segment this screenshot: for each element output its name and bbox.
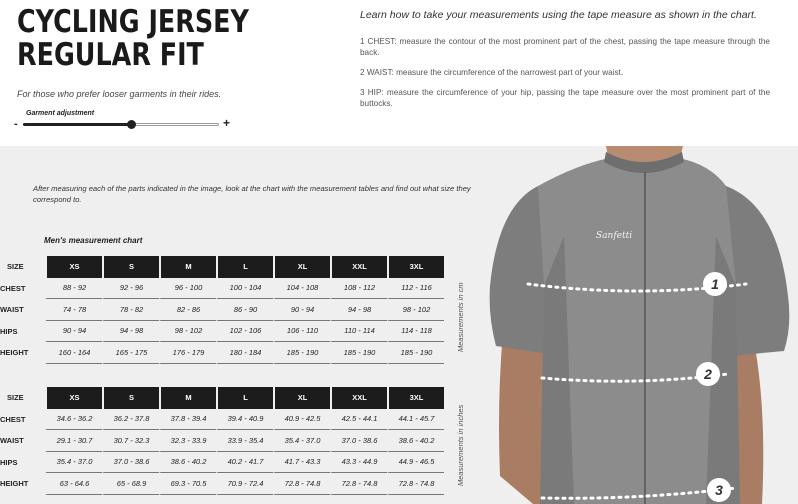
table-row	[0, 321, 444, 343]
table-cell: 37.0 - 38.6	[102, 452, 159, 474]
table-cell: 44.1 - 45.7	[387, 409, 444, 431]
size-column-header: S	[102, 256, 159, 278]
title-line-2: REGULAR FIT	[17, 37, 204, 73]
measurement-label: WAIST	[0, 305, 24, 315]
table-cell: 37.0 - 38.6	[330, 430, 387, 452]
table-cell: 33.9 - 35.4	[216, 430, 273, 452]
table-cell: 88 - 92	[45, 278, 102, 300]
size-column-header: XXL	[330, 256, 387, 278]
table-cell: 35.4 - 37.0	[45, 452, 102, 474]
garment-adjustment-label: Garment adjustment	[26, 110, 95, 117]
minus-icon: -	[14, 118, 18, 130]
table-cell: 176 - 179	[159, 342, 216, 364]
measurement-label: CHEST	[0, 283, 26, 293]
table-row	[0, 278, 444, 300]
table-cell: 63 - 64.6	[45, 473, 102, 495]
table-cell: 30.7 - 32.3	[102, 430, 159, 452]
table-cell: 165 - 175	[102, 342, 159, 364]
table-cell: 35.4 - 37.0	[273, 430, 330, 452]
size-column-header: XXL	[330, 387, 387, 409]
table-row	[0, 430, 444, 452]
table-cell: 32.3 - 33.9	[159, 430, 216, 452]
table-cell: 102 - 106	[216, 321, 273, 343]
size-column-header: M	[159, 256, 216, 278]
size-column-header: 3XL	[387, 256, 444, 278]
table-cell: 185 - 190	[273, 342, 330, 364]
table-cell: 94 - 98	[102, 321, 159, 343]
size-column-header: L	[216, 256, 273, 278]
slider-fill	[23, 123, 131, 126]
measurement-label: CHEST	[0, 414, 26, 424]
table-row	[0, 342, 444, 364]
table-cell: 38.6 - 40.2	[159, 452, 216, 474]
table-cell: 74 - 78	[45, 299, 102, 321]
size-column-header: M	[159, 387, 216, 409]
table-cell: 72.8 - 74.8	[387, 473, 444, 495]
chart-title: Men's measurement chart	[44, 236, 143, 245]
garment-adjustment-slider[interactable]	[14, 117, 236, 131]
measurement-label: HEIGHT	[0, 479, 29, 489]
size-table-cm	[0, 256, 444, 364]
table-cell: 185 - 190	[330, 342, 387, 364]
title-line-1: CYCLING JERSEY	[17, 4, 249, 40]
table-cell: 40.9 - 42.5	[273, 409, 330, 431]
table-cell: 86 - 90	[216, 299, 273, 321]
table-row	[0, 452, 444, 474]
table-cell: 36.2 - 37.8	[102, 409, 159, 431]
table-cell: 160 - 164	[45, 342, 102, 364]
table-cell: 72.8 - 74.8	[330, 473, 387, 495]
table-cell: 29.1 - 30.7	[45, 430, 102, 452]
table-cell: 114 - 118	[387, 321, 444, 343]
table-cell: 43.3 - 44.9	[330, 452, 387, 474]
measurement-label: HIPS	[0, 457, 18, 467]
table-cell: 65 - 68.9	[102, 473, 159, 495]
size-header-label: SIZE	[7, 262, 24, 272]
table-cell: 90 - 94	[45, 321, 102, 343]
table-cell: 106 - 110	[273, 321, 330, 343]
table-cell: 100 - 104	[216, 278, 273, 300]
step-chest: 1 CHEST: measure the contour of the most prominent part of the chest, passing the tape measure through the back.	[360, 37, 770, 57]
table-cell: 110 - 114	[330, 321, 387, 343]
table-cell: 98 - 102	[387, 299, 444, 321]
cm-axis-label: Measurements in cm	[456, 282, 465, 352]
table-cell: 108 - 112	[330, 278, 387, 300]
page-title	[17, 6, 249, 72]
table-cell: 41.7 - 43.3	[273, 452, 330, 474]
table-cell: 96 - 100	[159, 278, 216, 300]
table-row	[0, 409, 444, 431]
table-cell: 34.6 - 36.2	[45, 409, 102, 431]
table-cell: 40.2 - 41.7	[216, 452, 273, 474]
table-cell: 38.6 - 40.2	[387, 430, 444, 452]
svg-text:3: 3	[715, 482, 723, 498]
table-row	[0, 473, 444, 495]
measurement-label: WAIST	[0, 436, 24, 446]
size-column-header: XL	[273, 256, 330, 278]
size-column-header: 3XL	[387, 387, 444, 409]
table-cell: 112 - 116	[387, 278, 444, 300]
table-cell: 104 - 108	[273, 278, 330, 300]
size-column-header: XS	[45, 256, 102, 278]
measurement-intro: Learn how to take your measurements using the tape measure as shown in the chart.	[360, 9, 757, 21]
svg-text:2: 2	[704, 366, 712, 382]
table-cell: 42.5 - 44.1	[330, 409, 387, 431]
table-cell: 90 - 94	[273, 299, 330, 321]
table-cell: 72.8 - 74.8	[273, 473, 330, 495]
table-cell: 92 - 96	[102, 278, 159, 300]
size-header-label: SIZE	[7, 393, 24, 403]
size-table-inches	[0, 387, 444, 495]
inches-axis-label: Measurements in inches	[456, 404, 465, 486]
table-cell: 185 - 190	[387, 342, 444, 364]
table-cell: 78 - 82	[102, 299, 159, 321]
table-cell: 70.9 - 72.4	[216, 473, 273, 495]
brand-logo: Sanfetti	[596, 231, 633, 241]
step-waist: 2 WAIST: measure the circumference of the narrowest part of your waist.	[360, 68, 624, 77]
plus-icon: +	[223, 116, 231, 130]
fit-subtitle: For those who prefer looser garments in their rides.	[17, 89, 222, 99]
table-cell: 98 - 102	[159, 321, 216, 343]
header-section	[0, 0, 798, 146]
table-cell: 82 - 86	[159, 299, 216, 321]
table-cell: 39.4 - 40.9	[216, 409, 273, 431]
table-cell: 69.3 - 70.5	[159, 473, 216, 495]
step-hip: 3 HIP: measure the circumference of your hip, passing the tape measure over the most prominent part of the buttocks.	[360, 88, 770, 108]
slider-thumb[interactable]	[127, 120, 136, 129]
table-cell: 44.9 - 46.5	[387, 452, 444, 474]
jersey-illustration	[478, 146, 798, 504]
svg-text:1: 1	[711, 276, 719, 292]
measurement-steps	[360, 36, 770, 118]
after-measuring-text: After measuring each of the parts indicated in the image, look at the chart with the measurement tables and find out what size they correspond to.	[33, 184, 471, 204]
table-row	[0, 299, 444, 321]
size-column-header: XL	[273, 387, 330, 409]
measurement-label: HEIGHT	[0, 348, 29, 358]
table-cell: 180 - 184	[216, 342, 273, 364]
size-column-header: XS	[45, 387, 102, 409]
table-cell: 94 - 98	[330, 299, 387, 321]
table-cell: 37.8 - 39.4	[159, 409, 216, 431]
size-column-header: S	[102, 387, 159, 409]
measurement-label: HIPS	[0, 326, 18, 336]
size-column-header: L	[216, 387, 273, 409]
